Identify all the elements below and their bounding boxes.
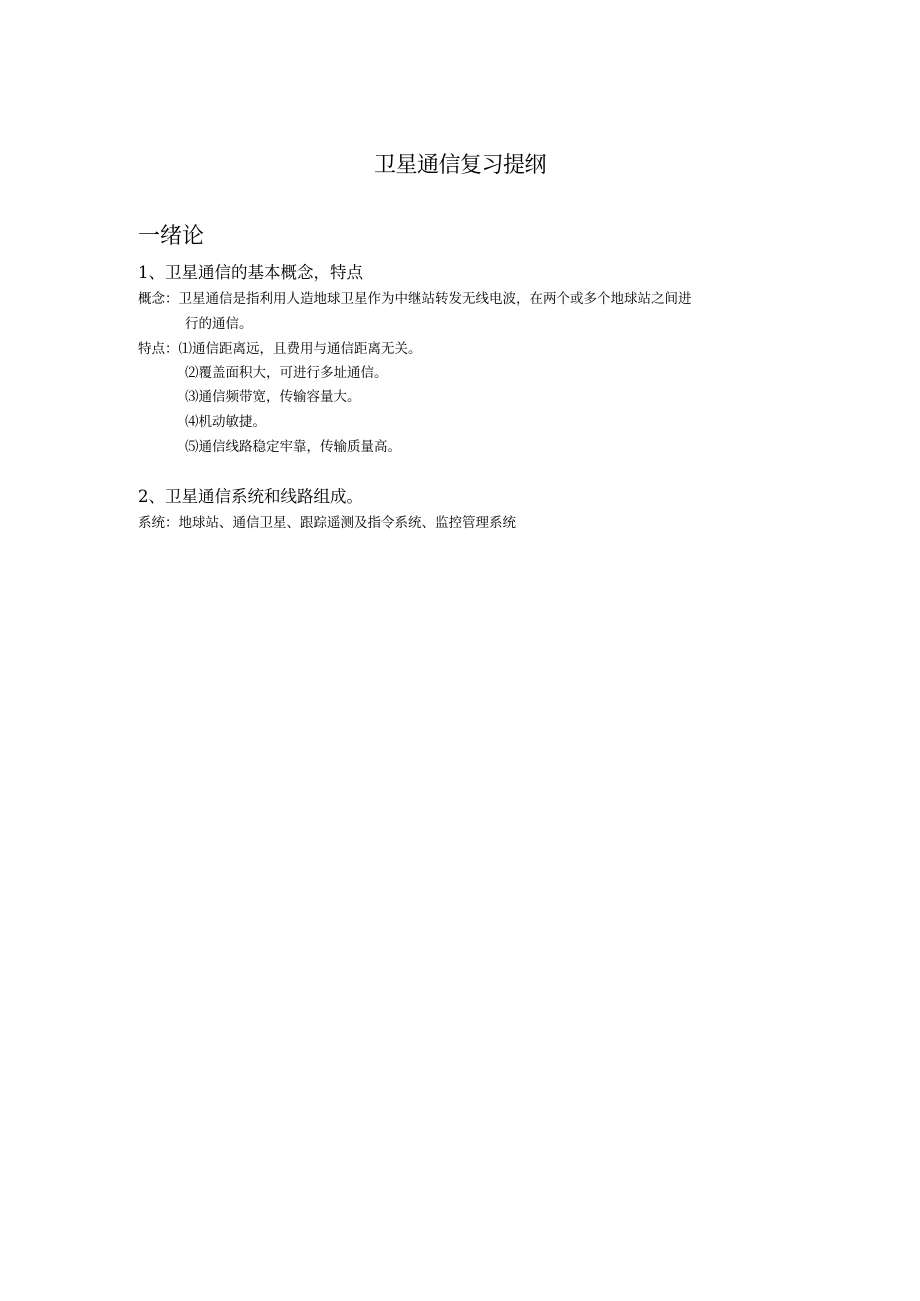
section-heading-2: 2、卫星通信系统和线路组成。 — [138, 487, 363, 506]
concept-line-2: 行的通信。 — [185, 316, 253, 332]
feature-item-4: ⑷机动敏捷。 — [185, 414, 266, 430]
chapter-heading: 一绪论 — [138, 224, 205, 249]
feature-item-3: ⑶通信频带宽，传输容量大。 — [185, 389, 361, 405]
feature-item-2: ⑵覆盖面积大，可进行多址通信。 — [185, 365, 388, 381]
feature-item-5: ⑸通信线路稳定牢靠，传输质量高。 — [185, 439, 401, 455]
system-line: 系统：地球站、通信卫星、跟踪遥测及指令系统、监控管理系统 — [138, 515, 516, 531]
feature-item-1: 特点：⑴通信距离远，且费用与通信距离无关。 — [138, 341, 422, 357]
section-heading-1: 1、卫星通信的基本概念，特点 — [138, 263, 363, 282]
concept-line-1: 概念：卫星通信是指利用人造地球卫星作为中继站转发无线电波，在两个或多个地球站之间进 — [138, 291, 692, 307]
document-title: 卫星通信复习提纲 — [373, 153, 546, 178]
